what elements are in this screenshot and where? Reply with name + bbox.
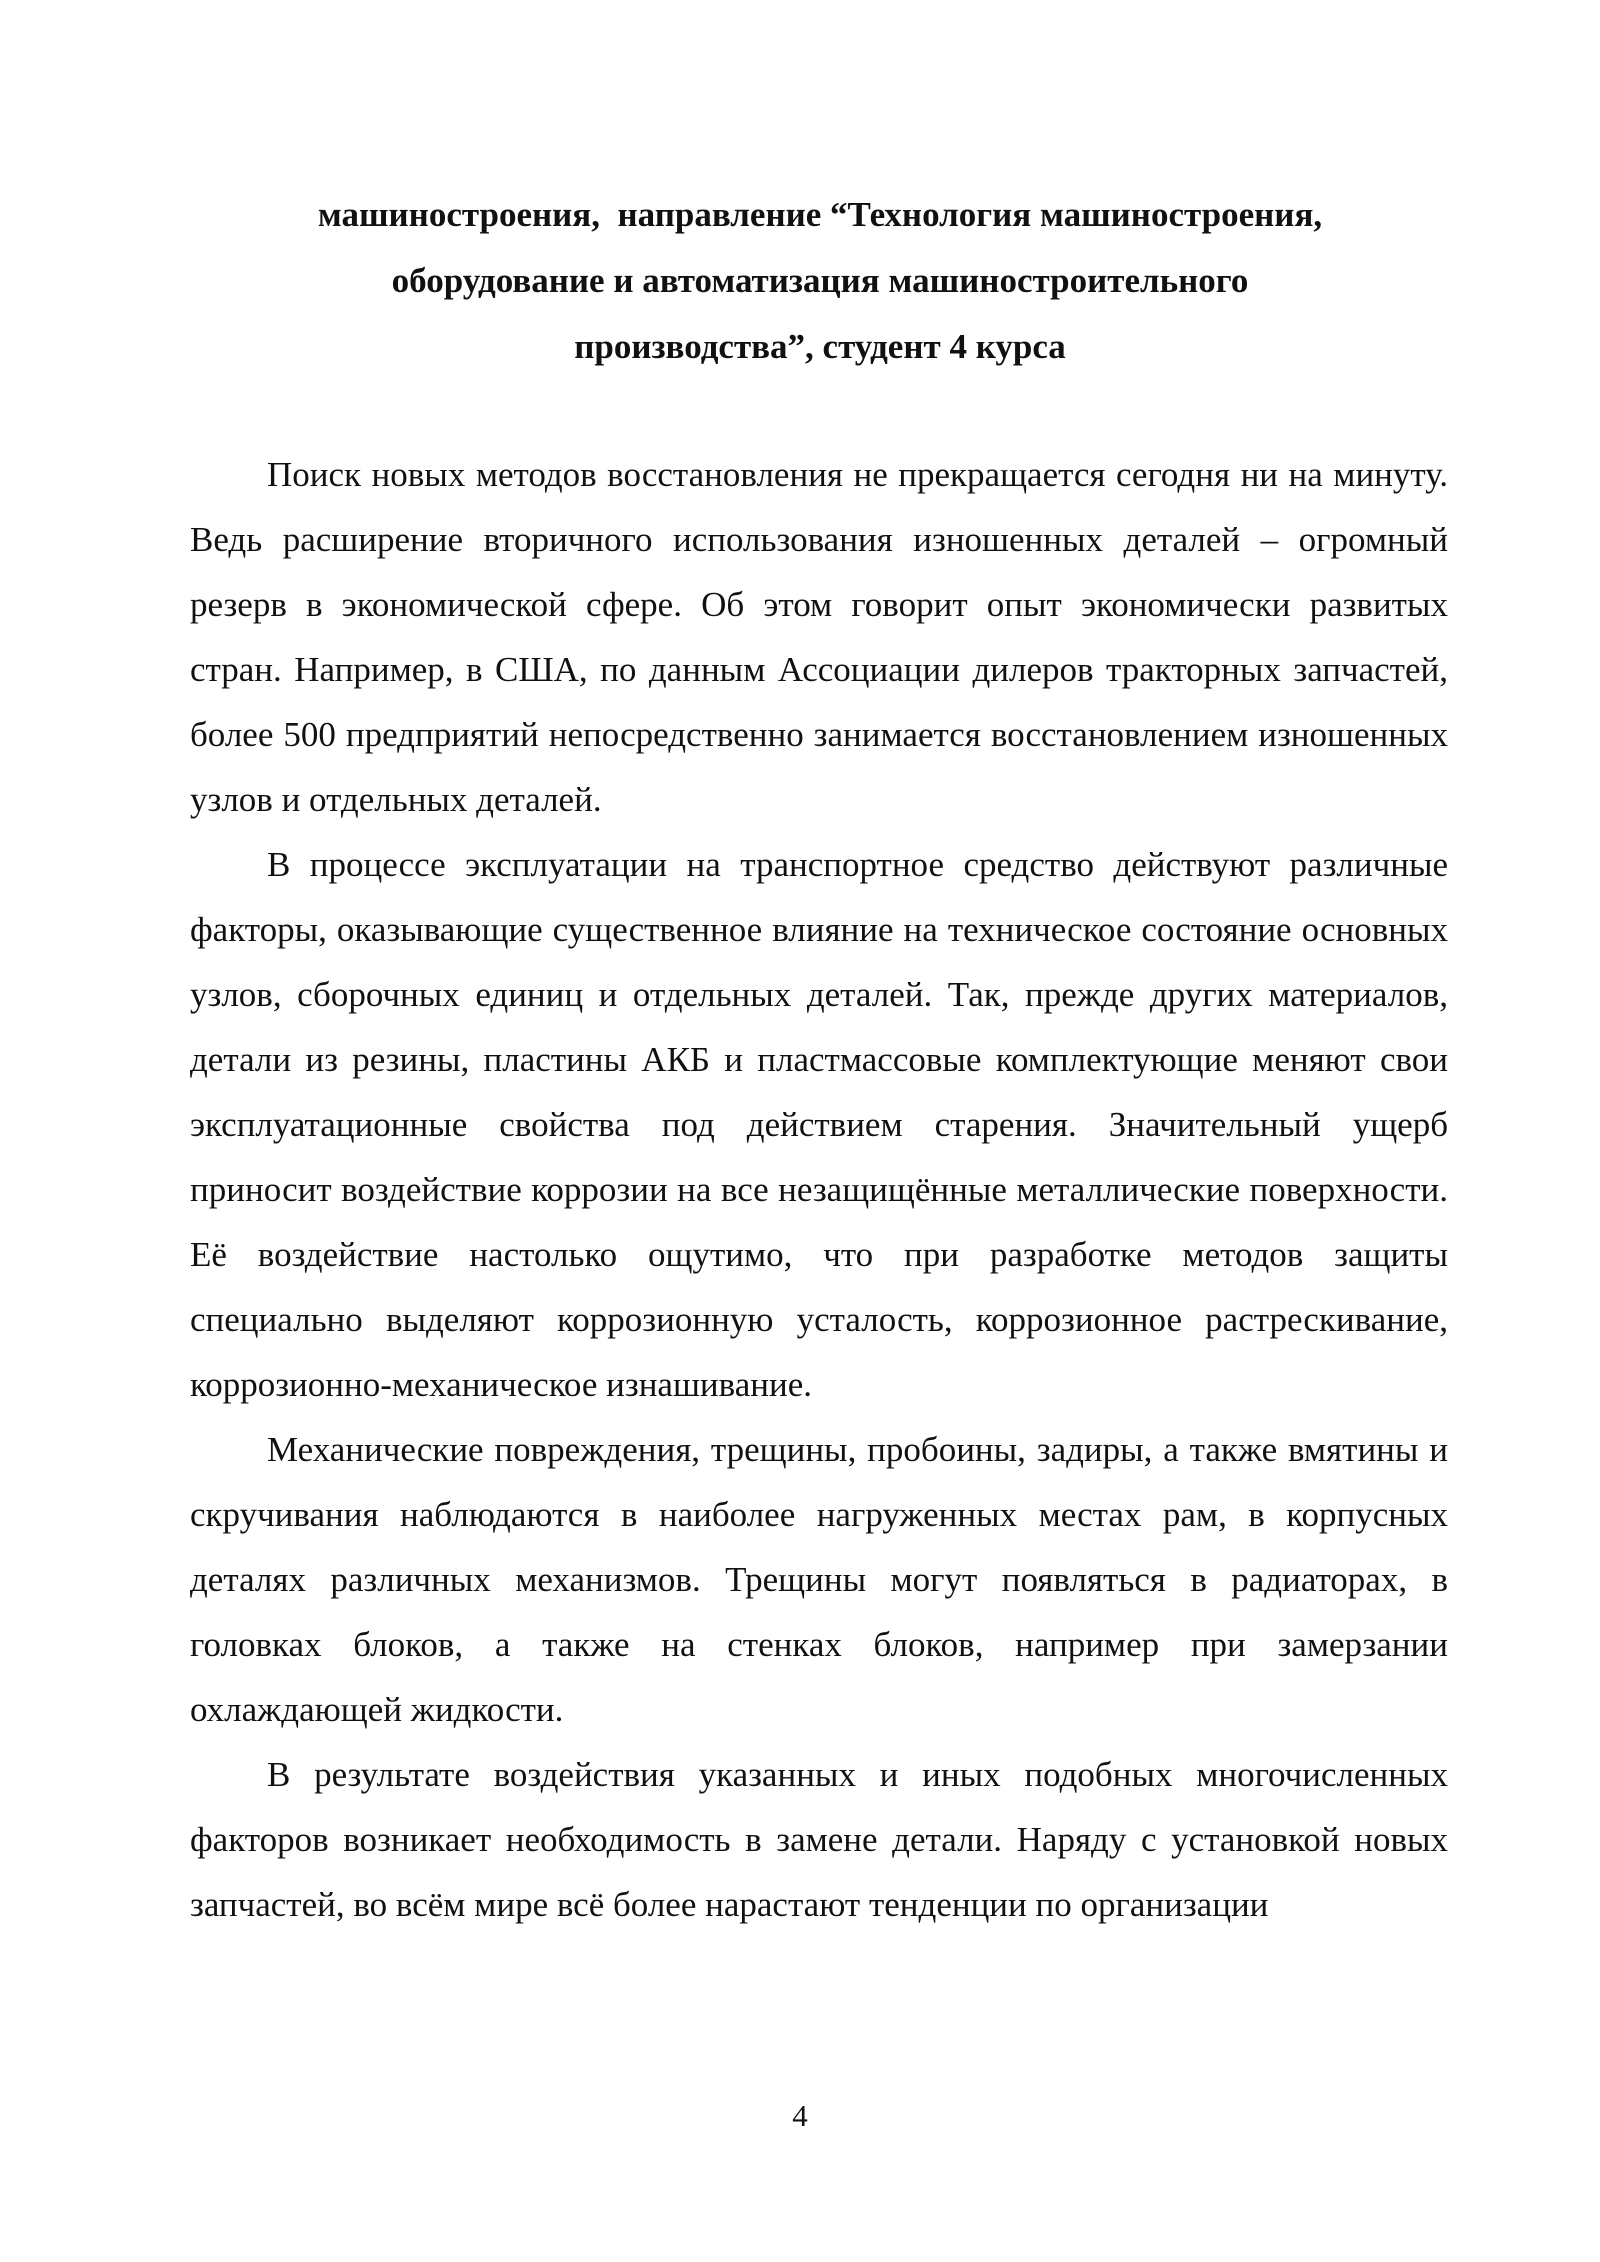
heading-line: оборудование и автоматизация машиностроительного [391,261,1249,300]
paragraph: Поиск новых методов восстановления не прекращается сегодня ни на минуту. Ведь расширение вторичного использования изношенных деталей – огромный резерв в экономической сфере. Об этом говорит опыт экономически развитых стран. Например, в США, по данным Ассоциации дилеров тракторных запчастей, более 500 предприятий непосредственно занимается восстановлением изношенных узлов и отдельных деталей. [190,455,1448,819]
body-text [190,442,1448,1937]
paragraph: Механические повреждения, трещины, пробоины, задиры, а также вмятины и скручивания наблюдаются в наиболее нагруженных местах рам, в корпусных деталях различных механизмов. Трещины могут появляться в радиаторах, в головках блоков, а также на стенках блоков, например при замерзании охлаждающей жидкости. [190,1430,1448,1729]
paragraph: В процессе эксплуатации на транспортное средство действуют различные факторы, оказывающие существенное влияние на техническое состояние основных узлов, сборочных единиц и отдельных деталей. Так, прежде других материалов, детали из резины, пластины АКБ и пластмассовые комплектующие меняют свои эксплуатационные свойства под действием старения. Значительный ущерб приносит воздействие коррозии на все незащищённые металлические поверхности. Её воздействие настолько ощутимо, что при разработке методов защиты специально выделяют коррозионную усталость, коррозионное растрескивание, коррозионно-механическое изнашивание. [190,845,1448,1404]
paragraph: В результате воздействия указанных и иных подобных многочисленных факторов возникает необходимость в замене детали. Наряду с установкой новых запчастей, во всём мире всё более нарастают тенденции по организации [190,1755,1448,1924]
heading-line: машиностроения, направление “Технология машиностроения, [317,195,1323,234]
author-affiliation-heading [190,182,1450,380]
page-number: 4 [792,2098,808,2133]
heading-line: производства”, студент 4 курса [574,327,1066,366]
